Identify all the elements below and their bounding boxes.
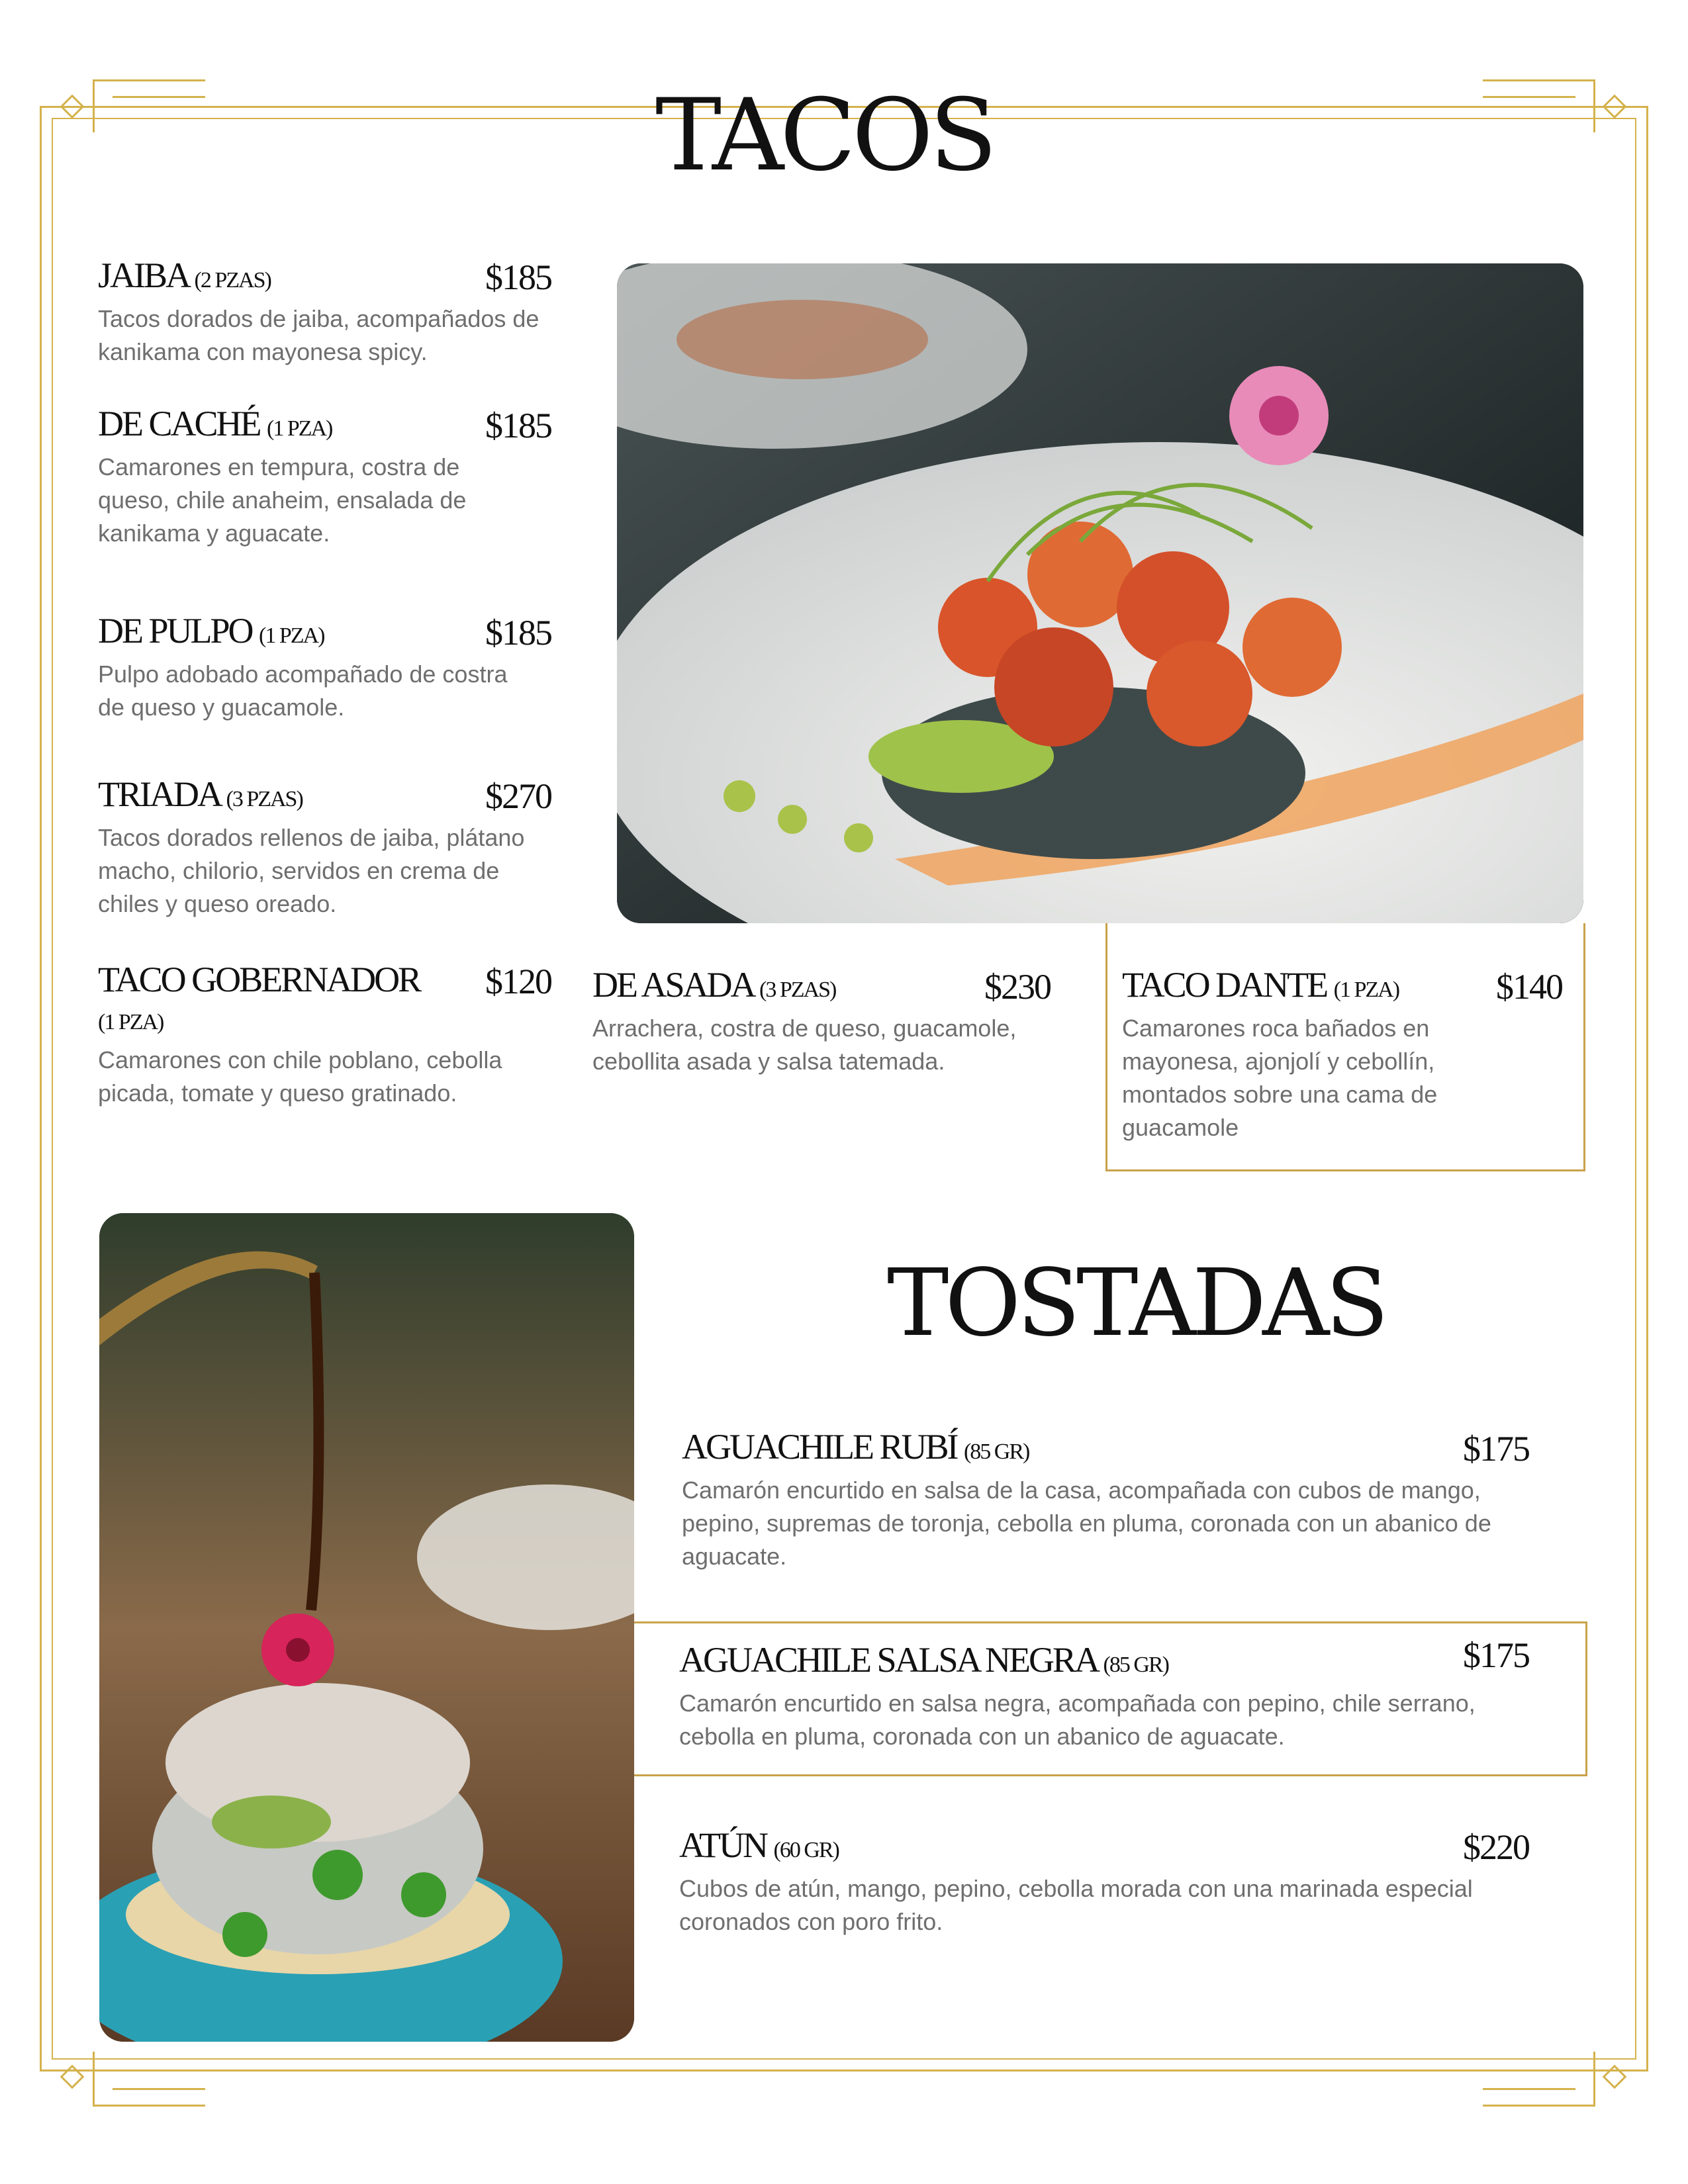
item-name: DE CACHÉ	[98, 404, 260, 443]
menu-item-triada	[98, 776, 575, 921]
item-description: Pulpo adobado acompañado de costra de queso y guacamole.	[98, 660, 508, 721]
menu-item-jaiba	[98, 257, 575, 369]
menu-item-taco-dante	[1122, 966, 1579, 1144]
item-name: ATÚN	[679, 1825, 767, 1865]
menu-item-de-pulpo	[98, 612, 575, 724]
item-description: Arrachera, costra de queso, guacamole, cebollita asada y salsa tatemada.	[592, 1014, 1017, 1075]
item-name: AGUACHILE SALSA NEGRA	[679, 1640, 1097, 1680]
item-price: $175	[1463, 1635, 1529, 1675]
tacos-title: TACOS	[655, 78, 994, 193]
item-name: TACO GOBERNADOR	[98, 960, 420, 999]
item-description: Cubos de atún, mango, pepino, cebolla morada con una marinada especial coronados con poro frito.	[679, 1874, 1473, 1935]
item-price: $140	[1496, 967, 1562, 1007]
item-qty: (1 PZA)	[1333, 978, 1399, 1002]
menu-item-aguachile-salsa-negra	[679, 1635, 1540, 1753]
tostada-illustration	[99, 1213, 634, 2042]
item-price: $185	[485, 406, 551, 445]
menu-item-taco-gobernador	[98, 961, 575, 1110]
item-description: Tacos dorados rellenos de jaiba, plátano macho, chilorio, servidos en crema de chiles y queso oreado.	[98, 823, 525, 917]
item-qty: (60 GR)	[773, 1838, 839, 1862]
item-name: TRIADA	[98, 774, 219, 814]
item-name: DE ASADA	[592, 965, 753, 1005]
taco-plate-illustration	[617, 263, 1583, 923]
item-qty: (3 PZAS)	[759, 978, 836, 1002]
item-description: Camarones roca bañados en mayonesa, ajonjolí y cebollín, montados sobre una cama de guacamole	[1122, 1014, 1438, 1141]
menu-item-de-cache	[98, 405, 575, 550]
menu-item-atun	[679, 1827, 1560, 1938]
item-description: Camarones en tempura, costra de queso, chile anaheim, ensalada de kanikama y aguacate.	[98, 453, 467, 547]
taco-photo	[617, 263, 1583, 923]
tostadas-title: TOSTADAS	[887, 1250, 1385, 1357]
item-name: DE PULPO	[98, 611, 252, 651]
item-name: TACO DANTE	[1122, 965, 1327, 1005]
item-price: $270	[485, 776, 551, 816]
item-name: AGUACHILE RUBÍ	[682, 1427, 957, 1467]
item-description: Camarón encurtido en salsa de la casa, acompañada con cubos de mango, pepino, supremas de toronja, cebolla en pluma, coronada con un abanico de aguacate.	[682, 1476, 1491, 1570]
item-qty: (2 PZAS)	[194, 268, 271, 293]
menu-item-aguachile-rubi	[682, 1428, 1542, 1573]
item-qty: (1 PZA)	[98, 1009, 164, 1034]
item-price: $120	[485, 962, 551, 1001]
item-qty: (85 GR)	[963, 1439, 1029, 1464]
item-description: Camarones con chile poblano, cebolla picada, tomate y queso gratinado.	[98, 1046, 502, 1107]
item-price: $175	[1463, 1429, 1529, 1469]
item-description: Tacos dorados de jaiba, acompañados de kanikama con mayonesa spicy.	[98, 304, 539, 365]
item-qty: (3 PZAS)	[226, 787, 303, 811]
item-price: $220	[1463, 1827, 1529, 1867]
item-qty: (1 PZA)	[267, 416, 332, 441]
tostada-photo	[99, 1213, 634, 2042]
item-name: JAIBA	[98, 255, 188, 295]
item-price: $185	[485, 257, 551, 297]
item-qty: (85 GR)	[1103, 1653, 1168, 1677]
menu-item-de-asada	[592, 966, 1069, 1078]
item-description: Camarón encurtido en salsa negra, acompañada con pepino, chile serrano, cebolla en pluma, coronada con un abanico de aguacate.	[679, 1689, 1476, 1750]
item-qty: (1 PZA)	[259, 623, 324, 648]
item-price: $230	[984, 967, 1051, 1007]
item-price: $185	[485, 613, 551, 653]
